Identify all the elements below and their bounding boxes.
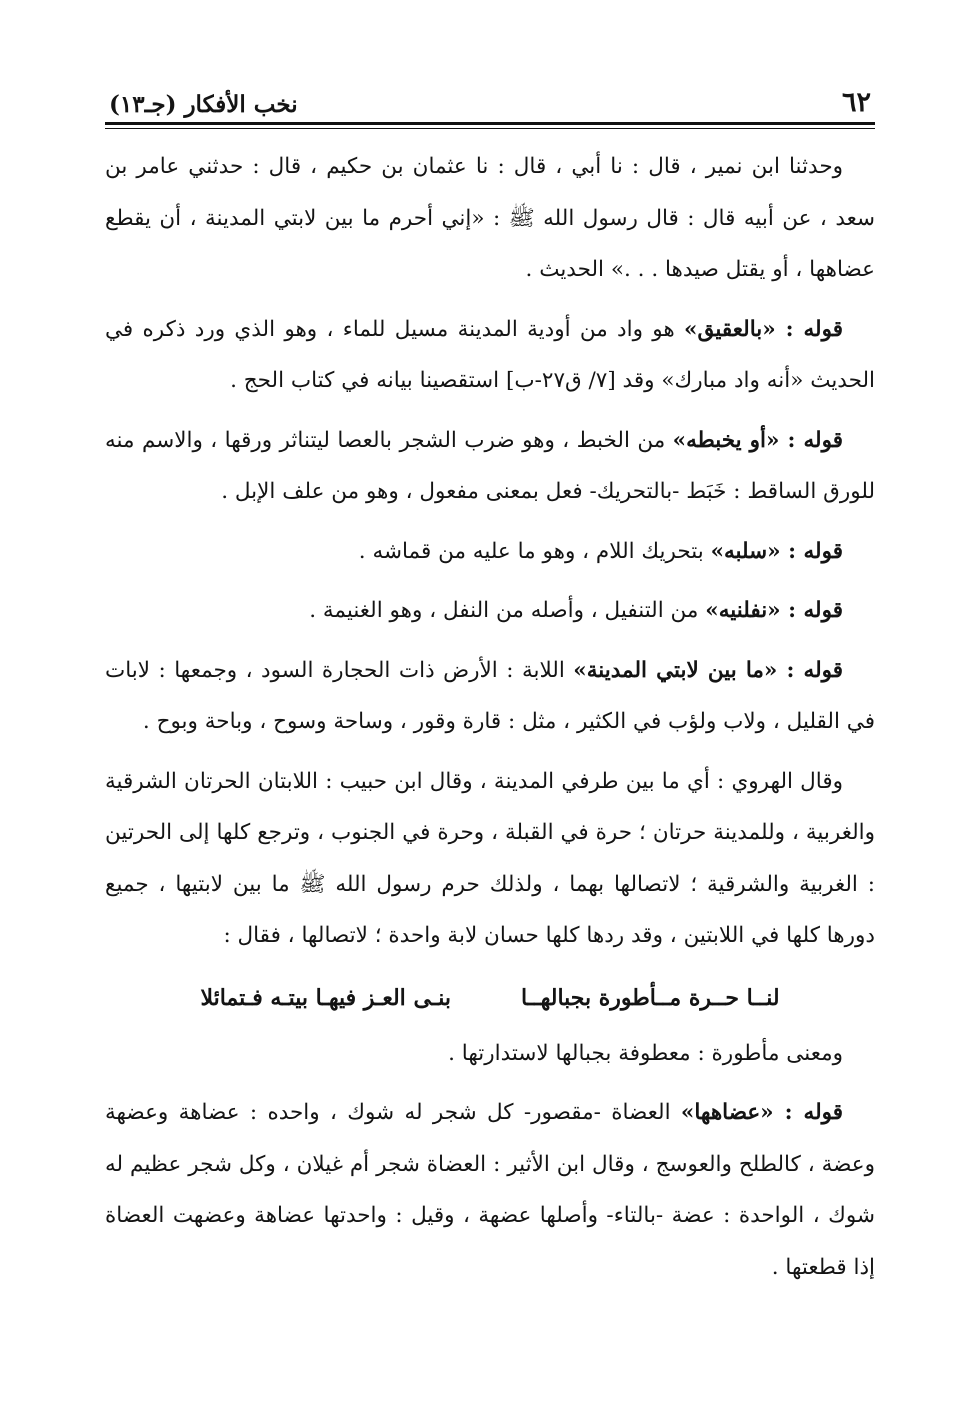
lemma-heading: قوله : «بالعقيق» (684, 316, 843, 342)
paragraph-text: اللابة : الأرض ذات الحجارة السود ، وجمعها : لابات في القليل ، ولاب ولؤب في الكثير ، مثل : قارة وقور ، وساحة وسوح ، وباحة وبوح . (105, 657, 875, 734)
paragraph-text: وقال الهروي : أي ما بين طرفي المدينة ، وقال ابن حبيب : اللابتان الحرتان الشرقية والغربية ، وللمدينة حرتان ؛ حرة في القبلة ، وحرة في الجنوب ، وترجع كلها إلى الحرتين : الغربية والشرقية ؛ لاتصالها بهما ، ولذلك حرم رسول الله ﷺ ما بين لابتيها ، جميع دورها كلها في اللابتين ، وقد ردها كلها حسان لابة واحدة ؛ لاتصالها ، فقال : (105, 768, 875, 948)
lemma-heading: قوله : «عضاهها» (680, 1100, 844, 1125)
paragraph-text: العضاة -مقصور- كل شجر له شوك ، واحده : عضاهة وعضهة وعضة ، كالطلح والعوسج ، وقال ابن الأثير : العضاة شجر أم غيلان ، وكل شجر عظيم له شوك ، الواحدة : عضة -بالتاء- وأصلها عضهة ، وقيل : واحدتها عضاهة وعضهت العضاة إذا قطعتها . (105, 1100, 875, 1280)
paragraph-text: من التنفيل ، وأصله من النفل ، وهو الغنيمة . (309, 598, 706, 623)
paragraph-text: ومعنى مأطورة : معطوفة بجبالها لاستدارتها . (448, 1040, 843, 1066)
paragraph-text: هو واد من أودية المدينة مسيل للماء ، وهو الذي ورد ذكره في الحديث «أنه واد مبارك» وقد [٧/ ق٢٧-ب] استقصينا بيانه في كتاب الحج . (105, 316, 875, 393)
running-head (105, 78, 875, 118)
book-page (105, 78, 875, 1377)
lemma-heading: قوله : «نفلنيه» (705, 598, 843, 623)
body-text (105, 141, 875, 1293)
paragraph-hadith (105, 141, 875, 296)
verse-first-hemistich: لنــا حــرة مــأطورة بجبالهــا (521, 984, 780, 1011)
paragraph-yakhbituhu (105, 415, 875, 518)
book-title: نخب الأفكار (جـ١٣) (109, 91, 298, 118)
paragraph-harawi (105, 756, 875, 962)
paragraph-idahaha (105, 1087, 875, 1293)
lemma-heading: قوله : «أو يخبطه» (672, 427, 843, 453)
lemma-heading: قوله : «ما بين لابتي المدينة» (573, 657, 844, 683)
paragraph-labatay (105, 645, 875, 748)
page-number: ٦٢ (841, 87, 871, 118)
header-rule (105, 122, 875, 129)
paragraph-text: وحدثنا ابن نمير ، قال : نا أبي ، قال : نا عثمان بن حكيم ، قال : حدثني عامر بن سعد ، عن أبيه قال : قال رسول الله ﷺ : «إني أحرم ما بين لابتي المدينة ، أن يقطع عضاهها ، أو يقتل صيدها . . .» الحديث . (105, 154, 875, 282)
lemma-heading: قوله : «سلبه» (710, 538, 843, 564)
paragraph-naffalanihi (105, 585, 875, 637)
paragraph-salabahu (105, 526, 875, 578)
paragraph-verse-meaning (105, 1028, 875, 1080)
verse-second-hemistich: بنـى العـز فيهـا بيتـه فـتمائلا (200, 984, 451, 1011)
paragraph-text: بتحريك اللام ، وهو ما عليه من قماشه . (358, 538, 711, 564)
poetry-verse (105, 970, 875, 1026)
paragraph-aqiq (105, 304, 875, 407)
paragraph-text: من الخبط ، وهو ضرب الشجر بالعصا ليتناثر ورقها ، والاسم منه للورق الساقط : خَبَط -بالتحريك- فعل بمعنى مفعول ، وهو من علف الإبل . (105, 427, 875, 504)
